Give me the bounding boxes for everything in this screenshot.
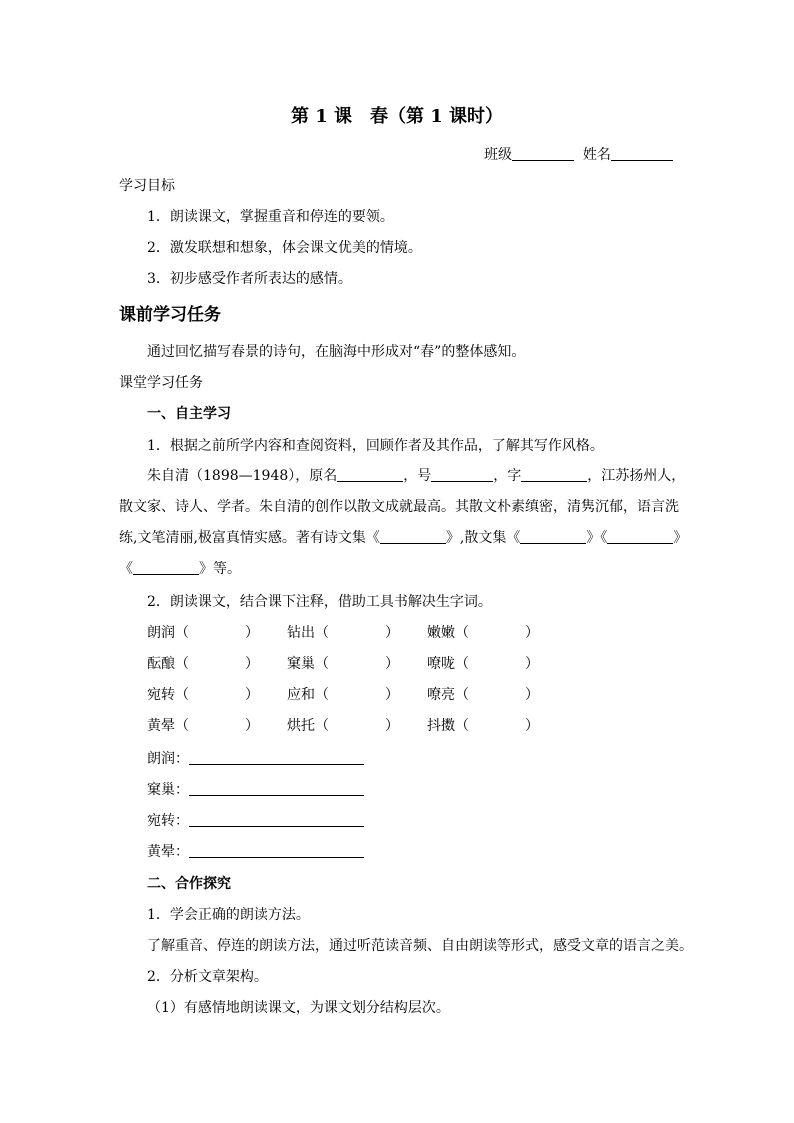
definition-label: 朗润：	[147, 751, 189, 767]
bio-text: 《	[119, 561, 133, 577]
definition-label: 黄晕：	[147, 844, 189, 860]
bio-text: ，字	[493, 468, 522, 484]
objectives-heading: 学习目标	[119, 178, 175, 194]
section2-question-2: 2．分析文章架构。	[147, 969, 268, 985]
definition-blank	[189, 812, 364, 827]
question-1: 1．根据之前所学内容和查阅资料，回顾作者及其作品，了解其写作风格。	[147, 438, 604, 454]
section-heading-self-study: 一、自主学习	[147, 406, 231, 422]
pre-class-text: 通过回忆描写春景的诗句，在脑海中形成对“春”的整体感知。	[147, 344, 526, 360]
class-label: 班级	[484, 147, 512, 163]
definition-line	[147, 750, 364, 768]
class-name-line	[484, 146, 673, 164]
vocab-item: 黄晕（ ）	[147, 718, 259, 734]
bio-text: 》,散文集《	[445, 530, 521, 546]
class-blank	[512, 146, 574, 161]
objective-item: 3．初步感受作者所表达的感情。	[147, 271, 352, 287]
definition-line	[147, 843, 364, 861]
bio-line-3	[119, 529, 687, 547]
bio-line-1	[147, 467, 685, 485]
bio-line-2: 散文家、诗人、学者。朱自清的创作以散文成就最高。其散文朴素缜密，清隽沉郁，语言洗	[119, 499, 679, 515]
vocab-item: 酝酿（ ）	[147, 656, 259, 672]
blank-hao	[431, 467, 493, 482]
definition-label: 宛转：	[147, 813, 189, 829]
vocab-item: 窠巢（ ）	[287, 656, 399, 672]
pre-class-heading: 课前学习任务	[119, 305, 221, 325]
definition-blank	[189, 781, 364, 796]
section-heading-cooperative: 二、合作探究	[147, 876, 231, 892]
in-class-heading: 课堂学习任务	[119, 375, 203, 391]
vocab-item: 钻出（ ）	[287, 625, 399, 641]
vocab-item: 嘹亮（ ）	[427, 687, 539, 703]
bio-text: 练,文笔清丽,极富真情实感。著有诗文集《	[119, 530, 380, 546]
definition-blank	[189, 750, 364, 765]
bio-text: 》	[673, 530, 688, 546]
blank-prose-collection-1	[520, 529, 586, 544]
objective-item: 2．激发联想和想象，体会课文优美的情境。	[147, 240, 422, 256]
section2-question-1-text: 了解重音、停连的朗读方法，通过听范读音频、自由朗读等形式，感受文章的语言之美。	[147, 938, 693, 954]
bio-text: ，号	[403, 468, 432, 484]
definition-blank	[189, 843, 364, 858]
name-label: 姓名	[582, 147, 611, 163]
definition-line	[147, 781, 364, 799]
bio-text: 朱自清（1898—1948），原名	[147, 468, 338, 484]
blank-original-name	[337, 467, 403, 482]
vocab-item: 宛转（ ）	[147, 687, 259, 703]
bio-text: 》等。	[199, 561, 241, 577]
blank-zi	[521, 467, 587, 482]
vocab-item: 应和（ ）	[287, 687, 399, 703]
section2-question-2-sub: （1）有感情地朗读课文，为课文划分结构层次。	[147, 1000, 450, 1016]
bio-line-4	[119, 560, 241, 578]
blank-prose-collection-2	[607, 529, 673, 544]
objective-item: 1．朗读课文，掌握重音和停连的要领。	[147, 209, 394, 225]
page-title: 第 1 课 春（第 1 课时）	[290, 106, 504, 127]
vocab-item: 烘托（ ）	[287, 718, 399, 734]
definition-label: 窠巢：	[147, 782, 189, 798]
blank-prose-collection-3	[133, 560, 199, 575]
blank-poetry-collection	[380, 529, 446, 544]
vocab-item: 嫩嫩（ ）	[427, 625, 539, 641]
definition-line	[147, 812, 364, 830]
question-2: 2．朗读课文，结合课下注释，借助工具书解决生字词。	[147, 594, 492, 610]
bio-text: 》《	[586, 530, 608, 546]
name-blank	[611, 146, 673, 161]
vocab-item: 抖擞（ ）	[427, 718, 539, 734]
section2-question-1: 1．学会正确的朗读方法。	[147, 907, 310, 923]
vocab-item: 嘹咙（ ）	[427, 656, 539, 672]
bio-text: ，江苏扬州人，	[587, 468, 686, 484]
vocab-item: 朗润（ ）	[147, 625, 259, 641]
